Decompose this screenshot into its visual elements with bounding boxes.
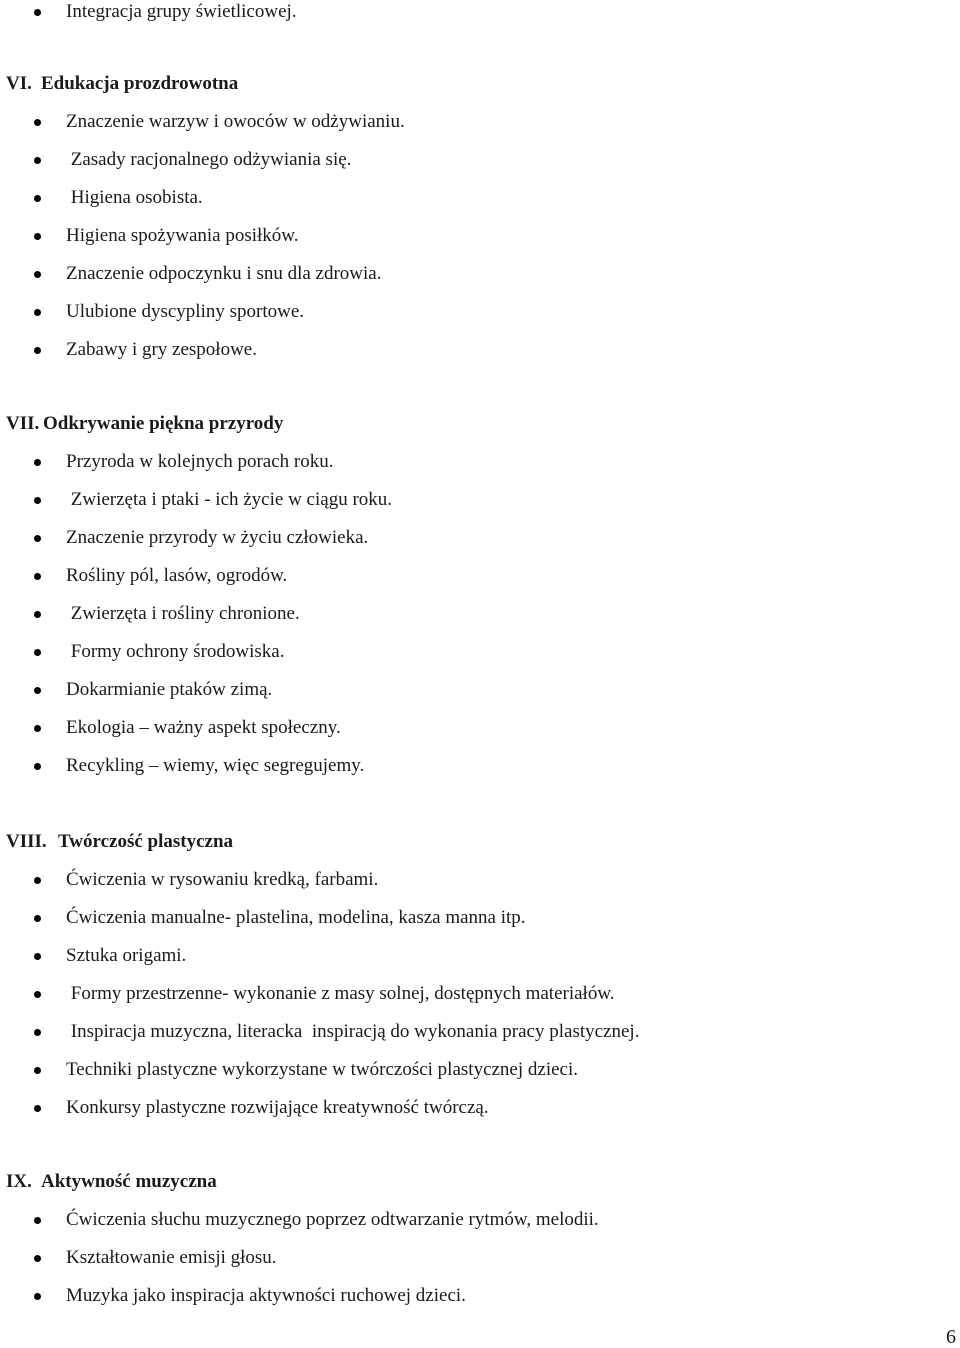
list-item-text: Konkursy plastyczne rozwijające kreatywność twórczą. [66,1097,489,1118]
list-item-text: Recykling – wiemy, więc segregujemy. [66,755,365,776]
bullet-icon [34,687,41,694]
bullet-icon [34,9,41,16]
bullet-icon [34,1255,41,1262]
bullet-icon [34,915,41,922]
bullet-icon [34,1029,41,1036]
list-item-text: Zasady racjonalnego odżywiania się. [66,149,352,170]
list-item-text: Ćwiczenia manualne- plastelina, modelina, kasza manna itp. [66,907,526,928]
list-item-text: Zwierzęta i ptaki - ich życie w ciągu roku. [66,489,393,510]
bullet-icon [34,611,41,618]
list-item-text: Formy przestrzenne- wykonanie z masy solnej, dostępnych materiałów. [66,983,615,1004]
bullet-icon [34,1105,41,1112]
list-item-text: Znaczenie przyrody w życiu człowieka. [66,527,369,548]
bullet-icon [34,497,41,504]
list-item-text: Muzyka jako inspiracja aktywności ruchowej dzieci. [66,1285,466,1306]
list-item-text: Zabawy i gry zespołowe. [66,339,257,360]
section-heading [6,72,238,96]
list-item-text: Kształtowanie emisji głosu. [66,1247,277,1268]
list-item-text: Zwierzęta i rośliny chronione. [66,603,300,624]
section-title: Odkrywanie piękna przyrody [43,413,284,434]
list-item-text: Znaczenie warzyw i owoców w odżywianiu. [66,111,405,132]
section-number: VI. [6,73,32,94]
bullet-icon [34,649,41,656]
section-number: VIII. [6,831,47,852]
list-item-text: Dokarmianie ptaków zimą. [66,679,273,700]
page-number: 6 [946,1326,956,1348]
section-heading [6,412,283,436]
list-item-text: Techniki plastyczne wykorzystane w twórczości plastycznej dzieci. [66,1059,578,1080]
section-number: IX. [6,1171,32,1192]
list-item-text: Ćwiczenia w rysowaniu kredką, farbami. [66,869,379,890]
bullet-icon [34,725,41,732]
bullet-icon [34,309,41,316]
bullet-icon [34,763,41,770]
bullet-icon [34,991,41,998]
bullet-icon [34,119,41,126]
bullet-icon [34,157,41,164]
bullet-icon [34,271,41,278]
bullet-icon [34,459,41,466]
section-title: Twórczość plastyczna [58,831,234,852]
bullet-icon [34,1067,41,1074]
list-item-text: Ćwiczenia słuchu muzycznego poprzez odtwarzanie rytmów, melodii. [66,1209,599,1230]
section-title: Aktywność muzyczna [41,1171,217,1192]
bullet-icon [34,347,41,354]
list-item-text: Higiena osobista. [66,187,203,208]
list-item-text: Ulubione dyscypliny sportowe. [66,301,305,322]
bullet-icon [34,1293,41,1300]
bullet-icon [34,573,41,580]
list-item-text: Inspiracja muzyczna, literacka inspiracją do wykonania pracy plastycznej. [66,1021,640,1042]
bullet-icon [34,535,41,542]
bullet-icon [34,877,41,884]
list-item-text: Higiena spożywania posiłków. [66,225,299,246]
section-title: Edukacja prozdrowotna [41,73,239,94]
list-item-text: Formy ochrony środowiska. [66,641,285,662]
list-item-text: Ekologia – ważny aspekt społeczny. [66,717,341,738]
bullet-icon [34,953,41,960]
bullet-icon [34,1217,41,1224]
list-item-text: Znaczenie odpoczynku i snu dla zdrowia. [66,263,382,284]
section-number: VII. [6,413,40,434]
list-item-text: Rośliny pól, lasów, ogrodów. [66,565,288,586]
list-item-text: Sztuka origami. [66,945,187,966]
list-item-text: Integracja grupy świetlicowej. [66,1,297,22]
list-item-text: Przyroda w kolejnych porach roku. [66,451,334,472]
section-heading [6,1170,217,1194]
bullet-icon [34,233,41,240]
section-heading [6,830,233,854]
bullet-icon [34,195,41,202]
